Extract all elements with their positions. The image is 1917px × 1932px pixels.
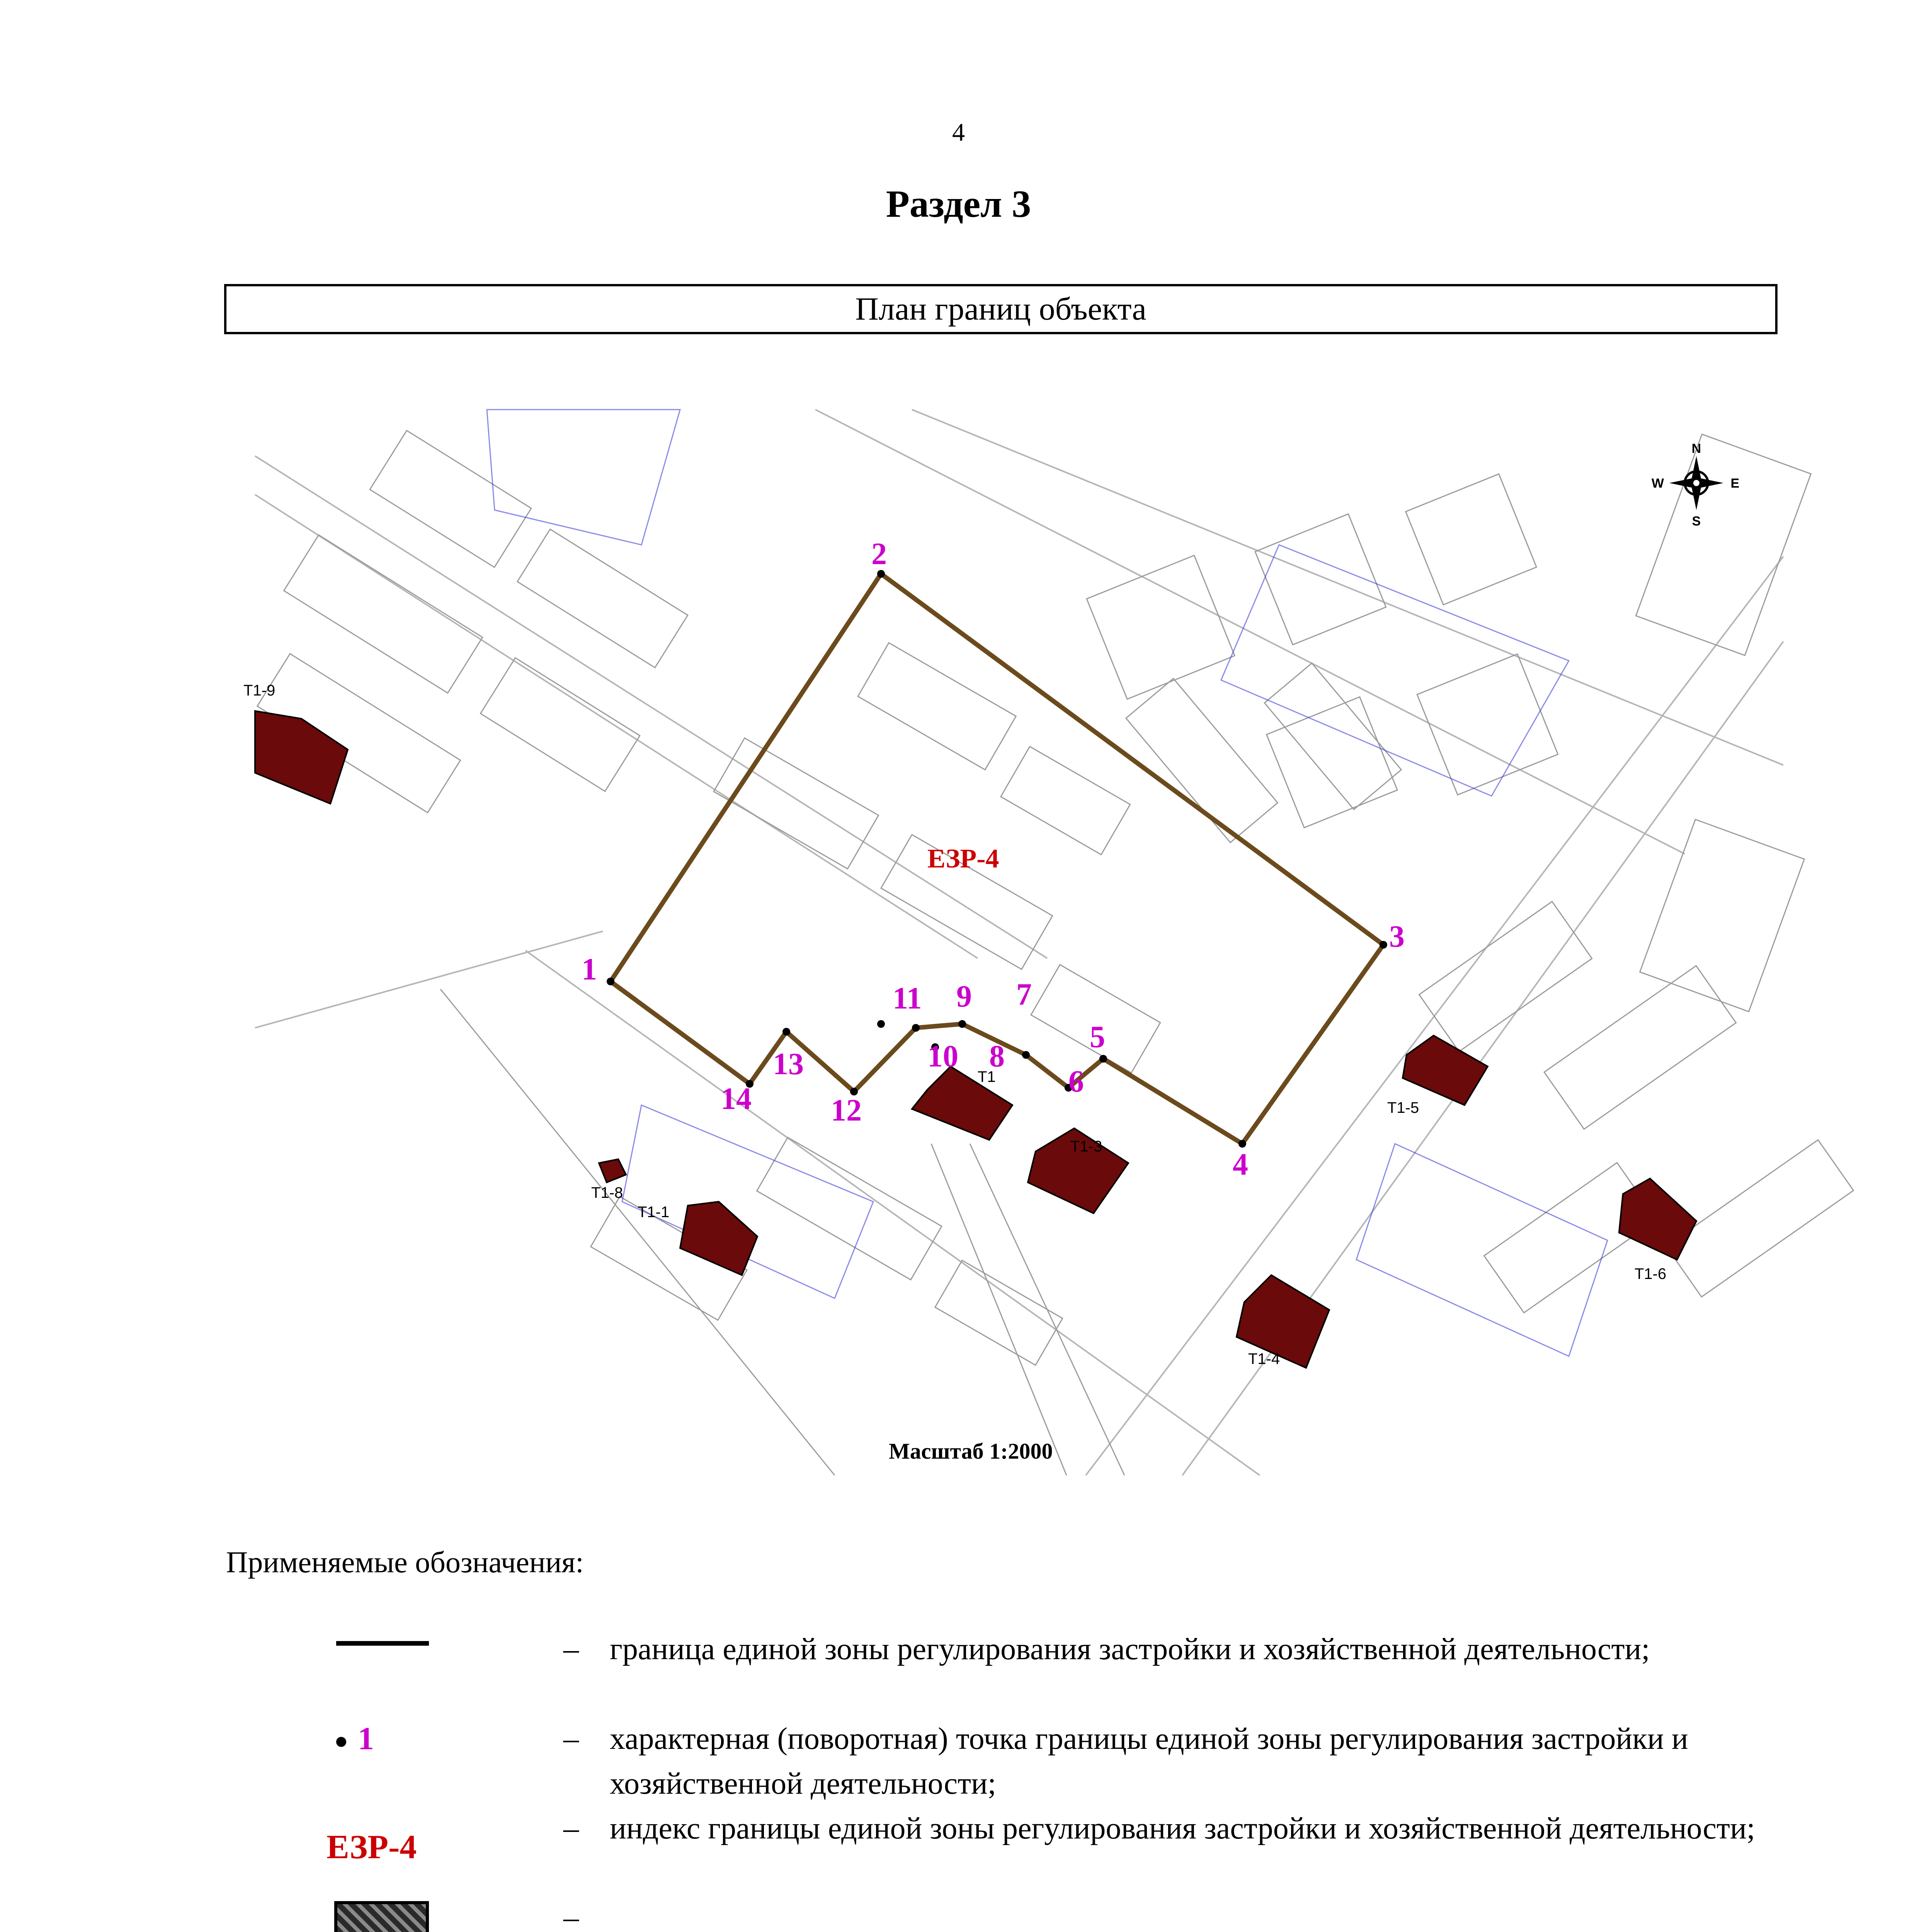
heritage-label-t1-3: Т1-3: [1070, 1138, 1102, 1155]
heritage-label-t1-1: Т1-1: [638, 1204, 670, 1221]
point-label-1: 1: [582, 952, 597, 986]
point-label-14: 14: [721, 1082, 752, 1116]
heritage-label-t1-6: Т1-6: [1635, 1265, 1667, 1282]
point-label-5: 5: [1090, 1020, 1105, 1054]
point-label-7: 7: [1016, 978, 1032, 1012]
legend-dash-4: –: [563, 1901, 579, 1932]
legend-item-point: характерная (поворотная) точка границы единой зоны регулирования застройки и хозяйственной деятельности;: [610, 1722, 1688, 1801]
legend-point-number: 1: [358, 1721, 374, 1757]
compass-e: E: [1730, 476, 1740, 491]
compass-w: W: [1651, 476, 1664, 491]
point-label-13: 13: [773, 1047, 804, 1081]
point-label-2: 2: [871, 537, 887, 571]
boundary-map: [243, 410, 1783, 1475]
heritage-label-t1: Т1: [978, 1068, 996, 1085]
page-number: 4: [952, 118, 965, 146]
map-scale-label: Масштаб 1:2000: [889, 1439, 1053, 1464]
legend-item-heritage: [610, 1926, 1819, 1932]
legend-heritage-sample: [334, 1901, 429, 1932]
point-label-12: 12: [831, 1094, 862, 1128]
legend-item-boundary: граница единой зоны регулирования застройки и хозяйственной деятельности;: [610, 1632, 1650, 1666]
legend-zone-sample: ЕЗР-4: [327, 1828, 417, 1866]
caption-box: План границ объекта: [224, 284, 1778, 334]
section-title: Раздел 3: [886, 182, 1031, 225]
legend-point-sample: [336, 1719, 374, 1758]
legend-item-zone-index: индекс границы единой зоны регулирования застройки и хозяйственной деятельности;: [610, 1811, 1755, 1845]
point-label-6: 6: [1068, 1065, 1084, 1099]
legend-dash-2: –: [563, 1722, 579, 1756]
heritage-objects: [255, 711, 1696, 1368]
point-label-11: 11: [893, 981, 922, 1015]
point-label-4: 4: [1233, 1148, 1248, 1182]
compass-n: N: [1691, 441, 1701, 456]
point-label-3: 3: [1389, 920, 1405, 954]
point-label-9: 9: [956, 980, 972, 1014]
heritage-label-t1-5: Т1-5: [1387, 1099, 1419, 1116]
legend-heading: Применяемые обозначения:: [226, 1545, 584, 1579]
zone-label: ЕЗР-4: [927, 844, 999, 874]
compass-rose-icon: [1652, 441, 1739, 529]
point-label-10: 10: [927, 1039, 958, 1073]
compass-s: S: [1692, 514, 1701, 529]
legend-dash-3: –: [563, 1811, 579, 1845]
heritage-label-t1-9: Т1-9: [243, 682, 276, 699]
map-background-layer: [225, 410, 1854, 1475]
legend-point-dot: [336, 1737, 346, 1747]
heritage-label-t1-8: Т1-8: [591, 1184, 623, 1201]
legend-line-sample: [336, 1641, 429, 1646]
legend-dash-1: –: [563, 1632, 579, 1666]
point-label-8: 8: [989, 1039, 1005, 1073]
heritage-label-t1-4: Т1-4: [1248, 1350, 1280, 1367]
